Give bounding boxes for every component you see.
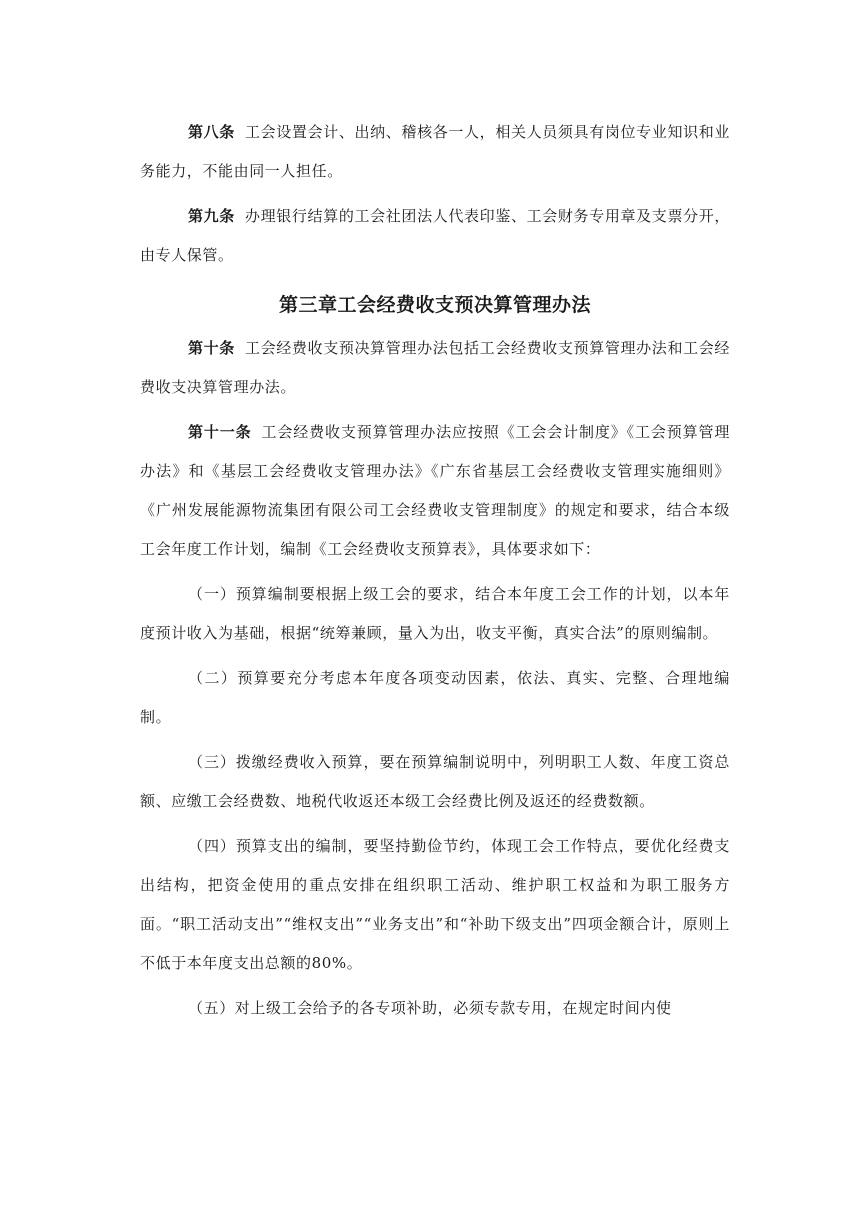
item-3: （三）拨缴经费收入预算，要在预算编制说明中，列明职工人数、年度工资总额、应缴工会经费数、地税代收返还本级工会经费比例及返还的经费数额。 bbox=[140, 753, 730, 810]
article-11-number: 第十一条 bbox=[188, 423, 252, 441]
item-2: （二）预算要充分考虑本年度各项变动因素，依法、真实、完整、合理地编制。 bbox=[140, 669, 730, 726]
document-body bbox=[140, 113, 730, 1028]
article-8-number: 第八条 bbox=[188, 123, 235, 141]
article-10-text: 工会经费收支预决算管理办法包括工会经费收支预算管理办法和工会经费收支决算管理办法。 bbox=[140, 339, 730, 396]
item-1: （一）预算编制要根据上级工会的要求，结合本年度工会工作的计划，以本年度预计收入为基础，根据“统筹兼顾，量入为出，收支平衡，真实合法”的原则编制。 bbox=[140, 585, 730, 642]
article-8-text: 工会设置会计、出纳、稽核各一人，相关人员须具有岗位专业知识和业务能力，不能由同一人担任。 bbox=[140, 123, 730, 180]
article-9-number: 第九条 bbox=[188, 207, 235, 225]
article-9 bbox=[140, 197, 730, 275]
article-10-number: 第十条 bbox=[188, 339, 235, 357]
item-4: （四）预算支出的编制，要坚持勤俭节约，体现工会工作特点，要优化经费支出结构，把资金使用的重点安排在组织职工活动、维护职工权益和为职工服务方面。“职工活动支出”“维权支出”“业务支出”和“补助下级支出”四项金额合计，原则上不低于本年度支出总额的80%。 bbox=[140, 837, 730, 972]
article-11-text: 工会经费收支预算管理办法应按照《工会会计制度》《工会预算管理办法》和《基层工会经费收支管理办法》《广东省基层工会经费收支管理实施细则》《广州发展能源物流集团有限公司工会经费收支管理制度》的规定和要求，结合本级工会年度工作计划，编制《工会经费收支预算表》，具体要求如下： bbox=[140, 423, 730, 558]
chapter-title: 第三章工会经费收支预决算管理办法 bbox=[278, 294, 591, 316]
article-11 bbox=[140, 413, 730, 569]
article-10 bbox=[140, 329, 730, 407]
article-9-text: 办理银行结算的工会社团法人代表印鉴、工会财务专用章及支票分开，由专人保管。 bbox=[140, 207, 730, 264]
article-8 bbox=[140, 113, 730, 191]
item-5: （五）对上级工会给予的各专项补助，必须专款专用，在规定时间内使 bbox=[188, 999, 672, 1017]
